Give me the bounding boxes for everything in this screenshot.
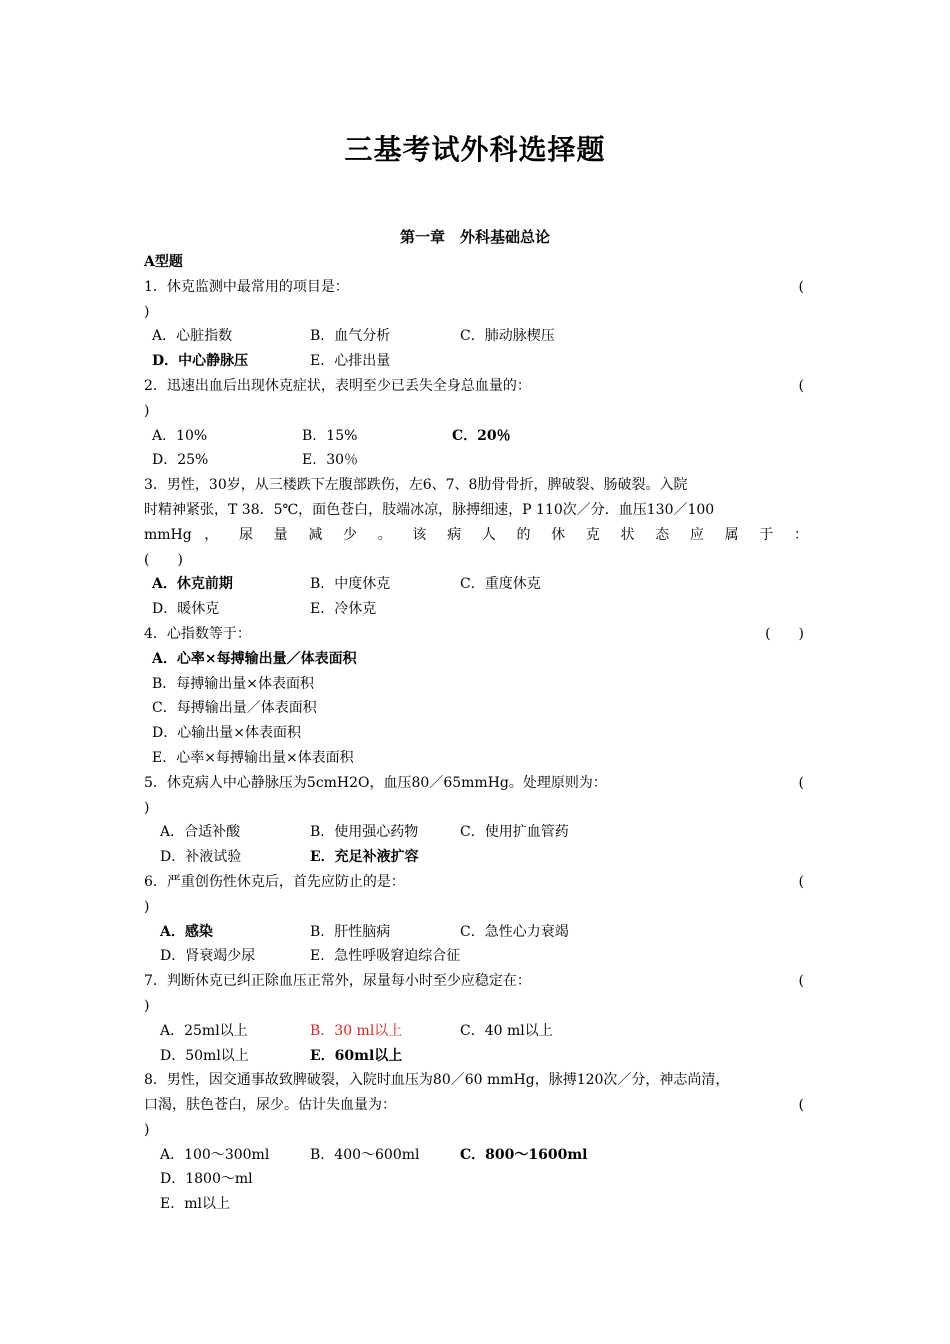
- option-e-correct: E．60ml以上: [310, 1047, 403, 1064]
- option-d: D．1800～ml: [160, 1171, 253, 1188]
- option-e: E．ml以上: [160, 1196, 230, 1213]
- question-text: 6．严重创伤性休克后，首先应防止的是：: [144, 873, 405, 890]
- question-1-stem: [144, 275, 808, 300]
- option-b: B．血气分析: [310, 328, 391, 345]
- question-2-options-row1: [144, 424, 808, 449]
- question-5-options-row1: [144, 820, 808, 845]
- answer-paren: ( ): [144, 551, 183, 568]
- question-7-options-row1: [144, 1019, 808, 1044]
- option-c-correct: C．800～1600ml: [460, 1146, 588, 1163]
- option-c: C．肺动脉楔压: [460, 328, 555, 345]
- question-text: 1．休克监测中最常用的项目是：: [144, 278, 349, 295]
- option-b: B．使用强心药物: [310, 824, 419, 841]
- question-7-stem: [144, 969, 808, 994]
- option-e: E．冷休克: [310, 601, 377, 618]
- option-d: D．补液试验: [160, 849, 242, 866]
- option-a: A．心脏指数: [152, 328, 233, 345]
- answer-paren-close: ): [144, 799, 150, 816]
- question-3-stem-line3: [144, 523, 808, 548]
- option-a-correct: A．感染: [160, 923, 213, 940]
- question-1-options-row1: [144, 324, 808, 349]
- question-text: mmHg ， 尿 量 减 少 。 该 病 人 的 休 克 状 态 应 属 于 ：: [144, 526, 808, 543]
- question-5-options-row2: [144, 845, 808, 870]
- question-6-stem: [144, 870, 808, 895]
- question-3-stem-line2: 时精神紧张，T 38．5℃，面色苍白，肢端冰凉，脉搏细速，P 110次／分．血压130／100: [144, 501, 715, 518]
- option-a: A．10%: [152, 427, 208, 444]
- question-8-stem-line2: [144, 1093, 808, 1118]
- question-5-stem: [144, 771, 808, 796]
- answer-paren-close: ): [144, 997, 150, 1014]
- answer-paren: (: [798, 973, 804, 990]
- option-c: C．急性心力衰竭: [460, 923, 569, 940]
- option-d: D．心输出量×体表面积: [152, 725, 301, 742]
- answer-paren-close: ): [144, 1121, 150, 1138]
- option-c: C．重度休克: [460, 576, 541, 593]
- option-e: E．心率×每搏输出量×体表面积: [152, 749, 354, 766]
- option-a: A．25ml以上: [160, 1022, 248, 1039]
- document-title: 三基考试外科选择题: [344, 133, 606, 166]
- answer-paren: (: [798, 278, 804, 295]
- question-7-options-row2: [144, 1044, 808, 1069]
- question-6-options-row1: [144, 920, 808, 945]
- answer-paren: (: [798, 774, 804, 791]
- question-text: 7．判断休克已纠正除血压正常外，尿量每小时至少应稳定在：: [144, 973, 531, 990]
- answer-paren-close: ): [144, 898, 150, 915]
- question-2-options-row2: [144, 448, 808, 473]
- question-4-stem: [144, 622, 808, 647]
- option-c-correct: C．20％: [452, 427, 511, 444]
- option-c: C．使用扩血管药: [460, 824, 569, 841]
- question-text: 4．心指数等于：: [144, 625, 251, 642]
- option-e: E．急性呼吸窘迫综合征: [310, 948, 461, 965]
- question-list: [144, 250, 808, 1217]
- option-d: D．暖休克: [152, 601, 220, 618]
- option-d: D．25%: [152, 452, 209, 469]
- answer-paren: ( ): [765, 625, 804, 642]
- question-1-options-row2: [144, 349, 808, 374]
- question-text: 5．休克病人中心静脉压为5cmH2O，血压80／65mmHg。处理原则为：: [144, 774, 607, 791]
- option-d: D．肾衰竭少尿: [160, 948, 256, 965]
- option-b: B．每搏输出量×体表面积: [152, 675, 315, 692]
- option-a: A．合适补酸: [160, 824, 241, 841]
- answer-paren-close: ): [144, 303, 150, 320]
- answer-paren: (: [798, 1097, 804, 1114]
- question-8-stem-line1: 8．男性，因交通事故致脾破裂，入院时血压为80／60 mmHg，脉搏120次／分，神志尚清，: [144, 1072, 730, 1089]
- option-a-correct: A．休克前期: [152, 576, 233, 593]
- question-2-stem: [144, 374, 808, 399]
- question-6-options-row2: [144, 944, 808, 969]
- question-3-options-row1: [144, 572, 808, 597]
- option-e: E．心排出量: [310, 353, 391, 370]
- option-e-correct: E．充足补液扩容: [310, 849, 419, 866]
- chapter-heading: 第一章 外科基础总论: [399, 228, 550, 246]
- option-c: C．40 ml以上: [460, 1022, 553, 1039]
- option-b-marked: B．30 ml以上: [310, 1022, 403, 1039]
- option-c: C．每搏输出量／体表面积: [152, 700, 317, 717]
- question-text: 2．迅速出血后出现休克症状，表明至少已丢失全身总血量的：: [144, 377, 531, 394]
- question-text: 口渴，肤色苍白，尿少。估计失血量为：: [144, 1097, 396, 1114]
- option-a-correct: A．心率×每搏输出量／体表面积: [152, 650, 357, 667]
- answer-paren: (: [798, 377, 804, 394]
- section-label: A型题: [144, 254, 183, 270]
- answer-paren-close: ): [144, 402, 150, 419]
- option-b: B．15%: [302, 427, 358, 444]
- option-b: B．中度休克: [310, 576, 391, 593]
- option-d-correct: D．中心静脉压: [152, 353, 249, 370]
- option-b: B．肝性脑病: [310, 923, 391, 940]
- question-8-options-row1: [144, 1143, 808, 1168]
- option-b: B．400～600ml: [310, 1146, 420, 1163]
- question-3-options-row2: [144, 597, 808, 622]
- option-d: D．50ml以上: [160, 1047, 249, 1064]
- answer-paren: (: [798, 873, 804, 890]
- option-e: E．30％: [302, 452, 359, 469]
- question-3-stem-line1: 3．男性，30岁，从三楼跌下左腹部跌伤，左6、7、8肋骨骨折，脾破裂、肠破裂。入院: [144, 477, 688, 494]
- option-a: A．100～300ml: [160, 1146, 270, 1163]
